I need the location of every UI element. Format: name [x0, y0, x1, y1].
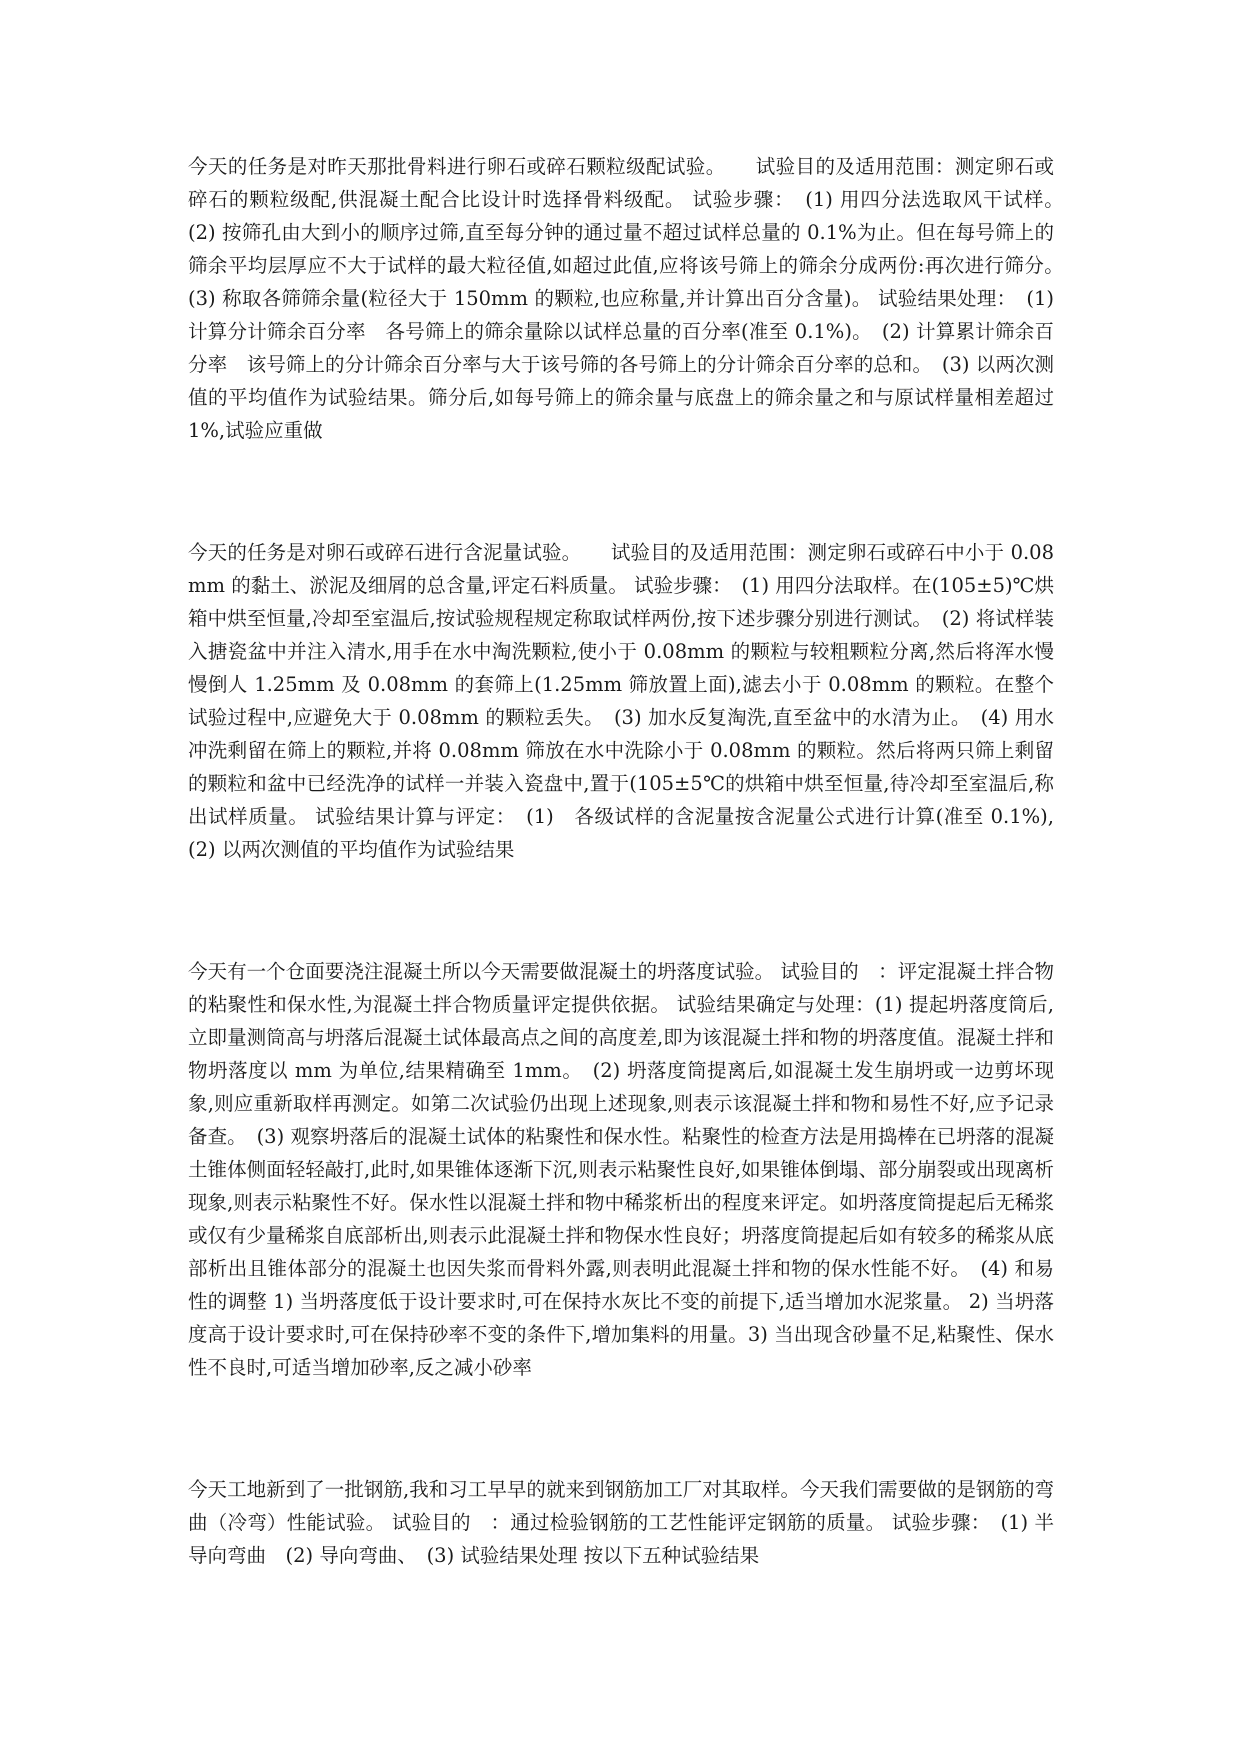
paragraph-bend-test: 今天工地新到了一批钢筋,我和习工早早的就来到钢筋加工厂对其取样。今天我们需要做的是钢筋的弯曲（冷弯）性能试验。 试验目的 ：通过检验钢筋的工艺性能评定钢筋的质量。 试验步骤： (1) 半导向弯曲 (2) 导向弯曲、 (3) 试验结果处理 按以下五种试验结果 [188, 1478, 1054, 1567]
paragraph-gradation-test: 今天的任务是对昨天那批骨料进行卵石或碎石颗粒级配试验。 试验目的及适用范围：测定卵石或碎石的颗粒级配,供混凝土配合比设计时选择骨料级配。 试验步骤： (1) 用四分法选取风干试样。 (2) 按筛孔由大到小的顺序过筛,直至每分钟的通过量不超过试样总量的 0.1%为止。但在每号筛上的筛余平均层厚应不大于试样的最大粒径值,如超过此值,应将该号筛上的筛余分成两份:再次进行筛分。 (3) 称取各筛筛余量(粒径大于 150mm 的颗粒,也应称量,并计算出百分含量)。 试验结果处理： (1) 计算分计筛余百分率 各号筛上的筛余量除以试样总量的百分率(准至 0.1%)。 (2) 计算累计筛余百分率 该号筛上的分计筛余百分率与大于该号筛的各号筛上的分计筛余百分率的总和。 (3) 以两次测值的平均值作为试验结果。筛分后,如每号筛上的筛余量与底盘上的筛余量之和与原试样量相差超过 1%,试验应重做 [188, 155, 1074, 442]
paragraph-mud-content-test: 今天的任务是对卵石或碎石进行含泥量试验。 试验目的及适用范围：测定卵石或碎石中小于 0.08mm 的黏土、淤泥及细屑的总含量,评定石料质量。 试验步骤： (1) 用四分法取样。在(105±5)℃烘箱中烘至恒量,冷却至室温后,按试验规程规定称取试样两份,按下述步骤分别进行测试。 (2) 将试样装入搪瓷盆中并注入清水,用手在水中淘洗颗粒,使小于 0.08mm 的颗粒与较粗颗粒分离,然后将浑水慢慢倒人 1.25mm 及 0.08mm 的套筛上(1.25mm 筛放置上面),滤去小于 0.08mm 的颗粒。在整个试验过程中,应避免大于 0.08mm 的颗粒丢失。 (3) 加水反复淘洗,直至盆中的水清为止。 (4) 用水冲洗剩留在筛上的颗粒,并将 0.08mm 筛放在水中洗除小于 0.08mm 的颗粒。然后将两只筛上剩留的颗粒和盆中已经洗净的试样一并装入瓷盘中,置于(105±5℃的烘箱中烘至恒量,待冷却至室温后,称出试样质量。 试验结果计算与评定： (1) 各级试样的含泥量按含泥量公式进行计算(准至 0.1%), (2) 以两次测值的平均值作为试验结果 [188, 541, 1074, 861]
paragraph-slump-test: 今天有一个仓面要浇注混凝土所以今天需要做混凝土的坍落度试验。 试验目的 ：评定混凝土拌合物的粘聚性和保水性,为混凝土拌合物质量评定提供依据。 试验结果确定与处理：(1) 提起坍落度筒后,立即量测筒高与坍落后混凝土试体最高点之间的高度差,即为该混凝土拌和物的坍落度值。混凝土拌和物坍落度以 mm 为单位,结果精确至 1mm。 (2) 坍落度筒提离后,如混凝土发生崩坍或一边剪坏现象,则应重新取样再测定。如第二次试验仍出现上述现象,则表示该混凝土拌和物和易性不好,应予记录备查。 (3) 观察坍落后的混凝土试体的粘聚性和保水性。粘聚性的检查方法是用捣棒在已坍落的混凝土锥体侧面轻轻敲打,此时,如果锥体逐渐下沉,则表示粘聚性良好,如果锥体倒塌、部分崩裂或出现离析现象,则表示粘聚性不好。保水性以混凝土拌和物中稀浆析出的程度来评定。如坍落度筒提起后无稀浆或仅有少量稀浆自底部析出,则表示此混凝土拌和物保水性良好；坍落度筒提起后如有较多的稀浆从底部析出且锥体部分的混凝土也因失浆而骨料外露,则表明此混凝土拌和物的保水性能不好。 (4) 和易性的调整 1) 当坍落度低于设计要求时,可在保持水灰比不变的前提下,适当增加水泥浆量。 2) 当坍落度高于设计要求时,可在保持砂率不变的条件下,增加集料的用量。3) 当出现含砂量不足,粘聚性、保水性不良时,可适当增加砂率,反之减小砂率 [188, 960, 1054, 1379]
